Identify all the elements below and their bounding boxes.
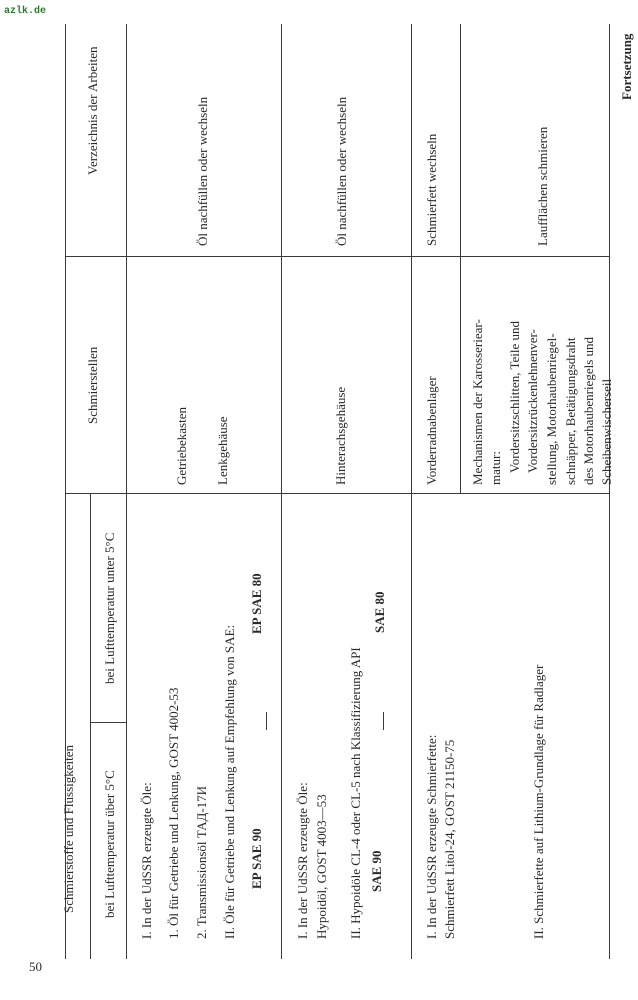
group3-point-7: schnäpper, Betätigungsdraht xyxy=(563,337,578,485)
group1-line-4: II. Öle für Getriebe und Lenkung auf Empfehlung von SAE: xyxy=(222,624,237,939)
sae-divider-1 xyxy=(266,712,267,730)
group1-point-1: Getriebekasten xyxy=(174,407,189,485)
group2-work: Öl nachfüllen oder wechseln xyxy=(334,96,349,246)
header-schmierstellen: Schmierstellen xyxy=(85,346,100,424)
group1-work: Öl nachfüllen oder wechseln xyxy=(195,96,210,246)
group1-line-2: 1. Öl für Getriebe und Lenkung, GOST 4002-53 xyxy=(166,687,181,939)
group3-points-rule xyxy=(460,256,461,493)
group3-point-4: Vordersitzschlitten, Teile und xyxy=(507,320,522,473)
group1-point-2: Lenkgehäuse xyxy=(215,416,230,485)
group3-line-2: Schmierfett Litol-24, GOST 21150-75 xyxy=(442,739,457,939)
group-rule-2 xyxy=(411,24,412,959)
temp-column-divider xyxy=(90,722,126,723)
group-rule-1 xyxy=(281,24,282,959)
group3-point-9: Scheibenwischerseil xyxy=(599,378,614,485)
header-verzeichnis: Verzeichnis der Arbeiten xyxy=(85,46,100,175)
group3-point-1: Vorderradnabenlager xyxy=(424,376,439,485)
temp-split-rule xyxy=(90,493,91,959)
group3-point-2: Mechanismen der Karosseriear- xyxy=(470,319,485,485)
column-divider-works xyxy=(65,256,610,257)
watermark-text: azlk.de xyxy=(4,6,47,17)
group3-point-5: Vordersitzrückenlehnenver- xyxy=(525,329,540,473)
group3-line-1: I. In der UdSSR erzeugte Schmierfette: xyxy=(424,734,439,939)
group3-point-8: des Motorhaubenriegels und xyxy=(581,336,596,485)
group2-point-1: Hinterachsgehäuse xyxy=(333,386,348,485)
header-below-5c: bei Lufttemperatur unter 5°C xyxy=(102,532,117,684)
group3-line-3: II. Schmierfette auf Lithium-Grundlage für Radlager xyxy=(531,664,546,939)
page-number: 50 xyxy=(29,959,42,974)
header-above-5c: bei Lufttemperatur über 5°C xyxy=(102,770,117,918)
column-divider-points xyxy=(65,493,610,494)
group2-sae-above: SAE 90 xyxy=(369,850,384,892)
group2-line-1: I. In der UdSSR erzeugte Öle: xyxy=(295,782,310,939)
group2-line-3: II. Hypoidöle CL-4 oder CL-5 nach Klassifizierung API xyxy=(348,647,363,939)
group3-works-rule xyxy=(460,24,461,256)
header-rule xyxy=(126,24,127,959)
group3-point-3: matur: xyxy=(488,451,503,485)
continuation-label: Fortsetzung xyxy=(619,33,634,100)
group2-sae-below: SAE 80 xyxy=(372,591,387,633)
group3-work-2: Laufflächen schmieren xyxy=(535,126,550,246)
group1-sae-above: EP SAE 90 xyxy=(249,828,264,889)
group1-line-1: I. In der UdSSR erzeugte Öle: xyxy=(139,782,154,939)
header-lubricants: Schmierstoffe und Flüssigkeiten xyxy=(61,744,76,913)
group3-point-6: stellung, Motorhaubenriegel- xyxy=(544,333,559,485)
group1-sae-below: EP SAE 80 xyxy=(249,573,264,634)
group2-line-2: Hypoidöl, GOST 4003—53 xyxy=(314,794,329,939)
group3-work-1: Schmierfett wechseln xyxy=(424,133,439,246)
sae-divider-2 xyxy=(383,712,384,730)
table-bottom-rule xyxy=(609,24,610,959)
group1-line-3: 2. Transmissionsöl ТАД-17И xyxy=(194,785,209,939)
